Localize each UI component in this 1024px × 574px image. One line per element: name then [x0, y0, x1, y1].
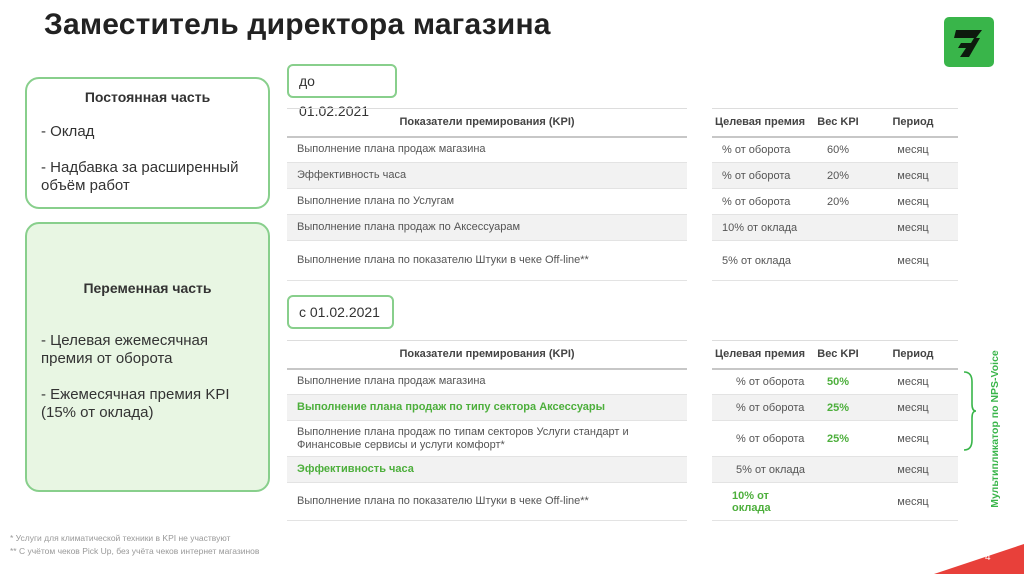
- page-number: 4: [985, 552, 991, 563]
- corner-decoration: [934, 544, 1024, 574]
- table-row: 10% от оклада месяц: [712, 483, 958, 521]
- table-row: Эффективность часа: [287, 163, 687, 189]
- values-table-before: [712, 108, 958, 281]
- fixed-part-box: [25, 77, 270, 209]
- table-row: Выполнение плана продаж по Аксессуарам: [287, 215, 687, 241]
- col-target-header: Целевая премия: [712, 109, 808, 137]
- table-row: Выполнение плана продаж по типу сектора Аксессуары: [287, 395, 687, 421]
- kpi-header: Показатели премирования (KPI): [287, 109, 687, 137]
- fixed-part-heading: Постоянная часть: [84, 89, 211, 105]
- kpi-table-before: [287, 108, 687, 281]
- company-logo: [944, 17, 994, 67]
- page-title: Заместитель директора магазина: [44, 8, 551, 41]
- table-row: % от оборота 60% месяц: [712, 137, 958, 163]
- table-row: Выполнение плана продаж магазина: [287, 369, 687, 395]
- col-weight-header: Вес KPI: [808, 109, 868, 137]
- fixed-part-item-salary: - Оклад: [41, 123, 95, 140]
- period-before-label: до 01.02.2021: [287, 64, 397, 98]
- footnote-1: * Услуги для климатической техники в KPI не участвуют: [10, 533, 231, 543]
- logo-icon: [944, 17, 994, 67]
- table-row: % от оборота 25% месяц: [712, 395, 958, 421]
- table-row: Выполнение плана по показателю Штуки в чеке Off-line**: [287, 483, 687, 521]
- table-row: % от оборота 25% месяц: [712, 421, 958, 457]
- col-target-header: Целевая премия: [712, 341, 808, 369]
- variable-part-item-kpi: - Ежемесячная премия KPI (15% от оклада): [41, 386, 230, 421]
- variable-part-box: [25, 222, 270, 492]
- kpi-table-after: [287, 340, 687, 521]
- col-weight-header: Вес KPI: [808, 341, 868, 369]
- table-row: 5% от оклада месяц: [712, 241, 958, 281]
- variable-part-item-turnover: - Целевая ежемесячная премия от оборота: [41, 332, 209, 367]
- table-row: 5% от оклада месяц: [712, 457, 958, 483]
- fixed-part-item-allowance: - Надбавка за расширенный объём работ: [41, 159, 239, 194]
- table-row: Эффективность часа: [287, 457, 687, 483]
- table-row: Выполнение плана продаж магазина: [287, 137, 687, 163]
- table-row: % от оборота 20% месяц: [712, 189, 958, 215]
- table-row: 10% от оклада месяц: [712, 215, 958, 241]
- col-period-header: Период: [868, 341, 958, 369]
- table-row: % от оборота 50% месяц: [712, 369, 958, 395]
- period-after-label: с 01.02.2021: [287, 295, 394, 329]
- table-row: Выполнение плана по Услугам: [287, 189, 687, 215]
- values-table-after: [712, 340, 958, 521]
- table-row: Выполнение плана по показателю Штуки в чеке Off-line**: [287, 241, 687, 281]
- footnote-2: ** С учётом чеков Pick Up, без учёта чеков интернет магазинов: [10, 546, 260, 556]
- variable-part-heading: Переменная часть: [83, 280, 212, 296]
- bracket-icon: [962, 370, 976, 452]
- table-row: % от оборота 20% месяц: [712, 163, 958, 189]
- kpi-header: Показатели премирования (KPI): [287, 341, 687, 369]
- table-row: Выполнение плана продаж по типам секторов Услуги стандарт и Финансовые сервисы и услуги комфорт*: [287, 421, 687, 457]
- col-period-header: Период: [868, 109, 958, 137]
- nps-multiplier-label: Мультипликатор по NPS-Voice: [989, 350, 1001, 508]
